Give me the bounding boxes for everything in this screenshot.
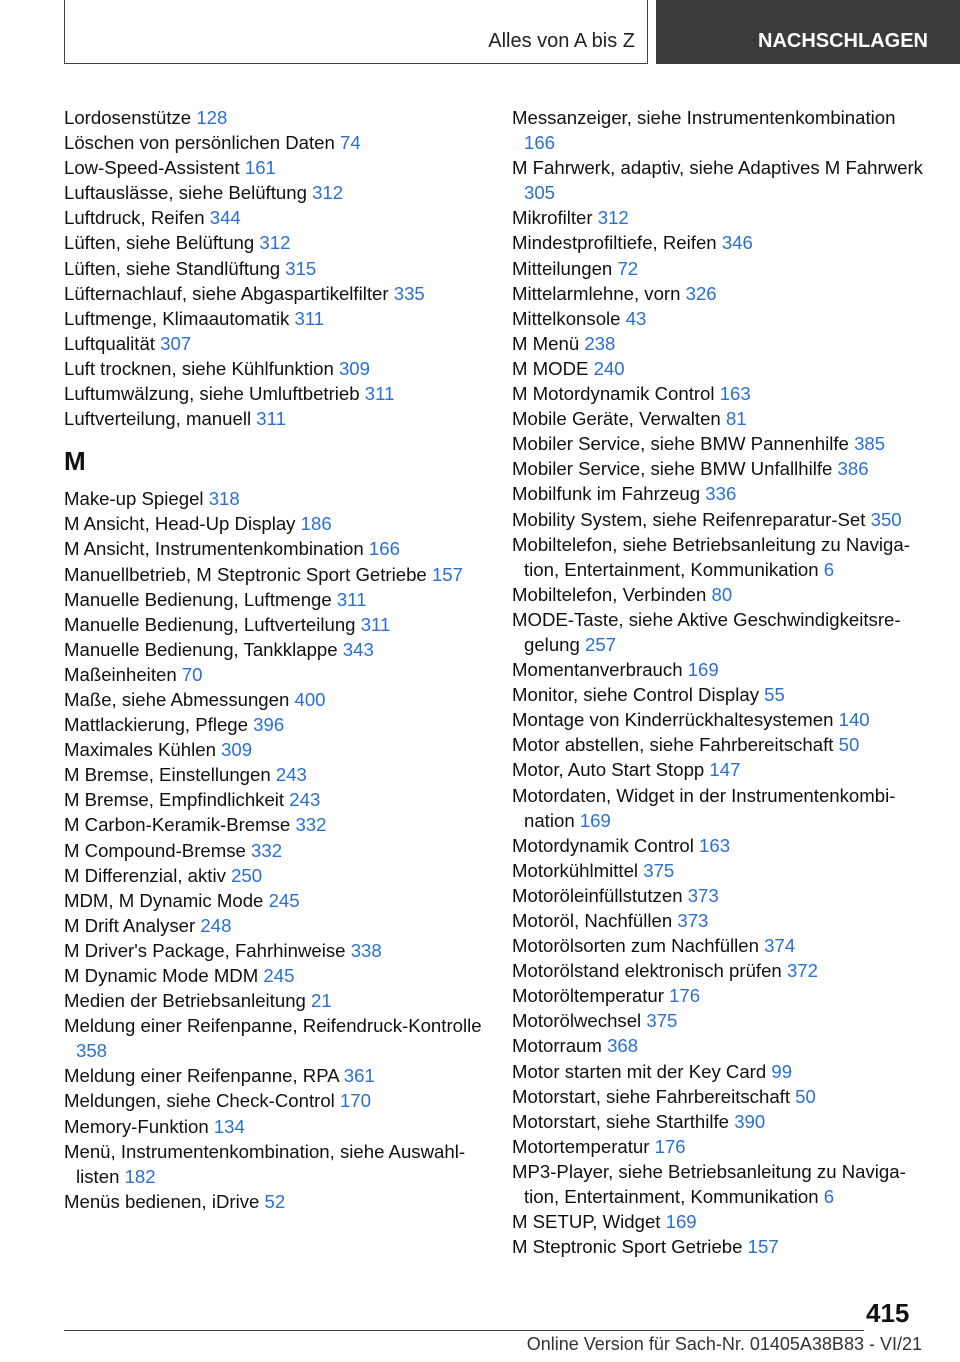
index-entry-term: Mobility System, siehe Reifenreparatur-Set [512,508,866,530]
index-entry [64,888,482,913]
index-entry-term: Motorölsorten zum Nachfüllen [512,935,759,957]
index-entry-term: Motorkühlmittel [512,859,639,881]
index-entry-term: M Dynamic Mode MDM [64,965,259,986]
index-entry [64,331,482,356]
index-entry-term: Meldungen, siehe Check-Control [64,1090,335,1112]
index-entry-term: Motorstart, siehe Fahrbereitschaft [512,1085,790,1107]
index-entry-page-link[interactable]: 72 [617,257,639,279]
index-entry-page-link[interactable]: 250 [231,864,263,886]
index-entry-page-link[interactable]: 368 [607,1035,639,1057]
index-entry-term: Mattlackierung, Pflege [64,714,248,736]
index-entry [64,913,482,938]
index-entry-term: Memory-Funktion [64,1115,209,1137]
index-entry-page-link[interactable]: 336 [705,483,737,505]
index-entry-term: M SETUP, Widget [512,1211,661,1233]
index-entry-page-link[interactable]: 243 [289,789,321,811]
index-entry [64,838,482,863]
index-entry-term: Motordaten, Widget in der Instrumentenkombination [512,784,896,831]
index-entry [512,908,930,933]
index-entry-page-link[interactable]: 311 [256,408,286,430]
index-entry-term: Löschen von persönlichen Daten [64,132,335,154]
index-entry-term: Mobile Geräte, Verwalten [512,408,721,430]
index-entry-page-link[interactable]: 332 [295,814,327,836]
index-entry [512,933,930,958]
index-entry [512,1084,930,1109]
index-entry-page-link[interactable]: 166 [368,538,400,560]
index-entry-term: Motorstart, siehe Starthilfe [512,1110,730,1132]
index-entry-page-link[interactable]: 43 [625,307,647,329]
index-entry-term: Motordynamik Control [512,834,694,856]
index-entry-page-link[interactable]: 134 [213,1115,245,1137]
index-entry-page-link[interactable]: 245 [263,965,295,986]
index-entry-page-link[interactable]: 74 [340,132,361,154]
index-entry-term: M Ansicht, Head-Up Display [64,513,296,535]
index-entry-page-link[interactable]: 361 [343,1065,375,1087]
index-entry-term: M Steptronic Sport Getriebe [512,1236,743,1258]
index-entry-page-link[interactable]: 338 [350,939,382,961]
index-entry-page-link[interactable]: 161 [244,157,276,179]
index-entry-page-link[interactable]: 176 [654,1135,686,1157]
index-entry-page-link[interactable]: 157 [747,1236,779,1258]
index-entry-page-link[interactable]: 140 [838,709,870,731]
index-entry [512,1234,930,1259]
index-entry-term: Motor abstellen, siehe Fahrbereitschaft [512,734,834,756]
index-entry-term: Motoröleinfüllstutzen [512,884,683,906]
index-entry [512,783,930,833]
index-entry-term: Montage von Kinderrückhaltesystemen [512,709,834,731]
index-entry-page-link[interactable]: 157 [431,563,463,585]
index-entry-term: Motor starten mit der Key Card [512,1060,767,1082]
index-entry [512,858,930,883]
index-entry [64,562,482,587]
index-entry-term: Meldung einer Reifenpanne, Reifendruck-Kontrolle [64,1015,482,1037]
index-entry [512,707,930,732]
index-entry [512,1059,930,1084]
index-entry-page-link[interactable]: 6 [823,1186,835,1208]
index-entry-term: M Drift Analyser [64,914,196,936]
index-entry [64,662,482,687]
index-entry [512,983,930,1008]
index-entry [64,1114,482,1139]
index-entry [64,1189,482,1214]
index-entry [512,1159,930,1209]
index-entry-page-link[interactable]: 344 [209,207,241,229]
index-entry-page-link[interactable]: 70 [181,663,203,685]
index-entry-page-link[interactable]: 80 [711,583,733,605]
index-entry-page-link[interactable]: 311 [360,613,391,635]
index-entry [64,637,482,662]
index-entry-term: Mobiler Service, siehe BMW Pannenhilfe [512,433,849,455]
header-section-box [64,0,648,64]
index-entry-term: Lüfternachlauf, siehe Abgaspartikelfilter [64,282,389,304]
header-chapter-tab[interactable]: NACHSCHLAGEN [656,0,960,64]
index-entry [512,105,930,155]
index-entry-term: Manuelle Bedienung, Luftmenge [64,588,332,610]
index-entry [64,1088,482,1113]
index-entry-term: Messanzeiger, siehe Instrumentenkombination [512,107,896,128]
index-entry-term: Mindestprofiltiefe, Reifen [512,232,717,254]
index-entry-term: M Compound-Bremse [64,839,246,861]
index-entry-page-link[interactable]: 375 [646,1010,678,1032]
index-entry-page-link[interactable]: 238 [584,332,616,354]
index-entry-page-link[interactable]: 373 [677,910,709,931]
index-entry-page-link[interactable]: 170 [339,1090,371,1112]
index-entry-term: Low-Speed-Assistent [64,157,240,179]
index-entry [512,381,930,406]
index-entry-page-link[interactable]: 311 [336,588,367,610]
index-entry-term: Mobiler Service, siehe BMW Unfallhilfe [512,458,833,480]
index-entry-page-link[interactable]: 81 [725,408,747,430]
index-entry-term: Motor, Auto Start Stopp [512,759,705,781]
index-entry-page-link[interactable]: 257 [585,633,617,655]
index-entry-page-link[interactable]: 243 [275,764,307,786]
index-entry-term: Menüs bedienen, iDrive [64,1190,260,1212]
index-entry-term: Mitteilungen [512,257,613,279]
index-entry [512,958,930,983]
index-entry-term: M Bremse, Empfindlichkeit [64,789,285,811]
index-entry-term: Motoröltemperatur [512,985,664,1007]
index-entry-term: M Bremse, Einstellungen [64,764,271,786]
index-entry-page-link[interactable]: 163 [719,383,751,405]
index-entry-page-link[interactable]: 52 [264,1190,286,1212]
index-entry [512,356,930,381]
footer-version: Online Version für Sach-Nr. 01405A38B83 - VI/21 [526,1334,922,1354]
index-column-left [64,105,482,1214]
index-entry-term: Lordosenstütze [64,107,192,128]
index-entry-page-link[interactable]: 312 [259,232,291,254]
index-entry-page-link[interactable]: 128 [196,107,228,128]
index-entry-term: Lüften, siehe Belüftung [64,232,255,254]
index-entry [64,180,482,205]
index-entry-term: Make-up Spiegel [64,488,204,510]
index-entry [64,712,482,737]
index-entry-page-link[interactable]: 166 [524,132,556,154]
index-entry [512,205,930,230]
index-entry-term: Mikrofilter [512,207,593,229]
index-entry [512,833,930,858]
index-entry [512,1033,930,1058]
index-entry-term: Luftmenge, Klimaautomatik [64,307,290,329]
index-entry-page-link[interactable]: 335 [393,282,425,304]
index-entry [64,963,482,988]
index-entry [64,230,482,255]
index-entry-term: Luft trocknen, siehe Kühlfunktion [64,357,334,379]
index-entry-term: M Fahrwerk, adaptiv, siehe Adaptives M Fahrwerk [512,157,923,179]
index-entry-page-link[interactable]: 385 [854,433,886,455]
index-entry [64,205,482,230]
index-entry [512,431,930,456]
index-entry [64,787,482,812]
index-entry-term: Motoröl, Nachfüllen [512,910,673,931]
index-entry-term: Maße, siehe Abmessungen [64,688,290,710]
index-entry [512,456,930,481]
index-entry-term: Motorölwechsel [512,1010,642,1032]
index-entry [512,155,930,205]
index-entry [64,863,482,888]
index-entry [64,938,482,963]
index-entry-page-link[interactable]: 186 [300,513,332,535]
index-entry [512,532,930,582]
index-entry-page-link[interactable]: 99 [771,1060,793,1082]
index-entry [64,536,482,561]
index-entry [512,406,930,431]
index-entry [64,281,482,306]
index-entry [512,230,930,255]
index-entry [512,1008,930,1033]
index-entry-page-link[interactable]: 169 [665,1211,697,1233]
index-entry-page-link[interactable]: 312 [597,207,629,229]
index-entry [64,1013,482,1063]
index-entry-term: Mittelarmlehne, vorn [512,282,681,304]
index-entry-page-link[interactable]: 50 [838,734,860,756]
index-entry [64,1063,482,1088]
index-entry-page-link[interactable]: 176 [669,985,701,1007]
index-entry-term: M Differenzial, aktiv [64,864,226,886]
index-entry [64,256,482,281]
index-entry [64,356,482,381]
index-entry-page-link[interactable]: 6 [823,558,835,580]
index-entry [512,507,930,532]
index-entry-page-link[interactable]: 147 [709,759,741,781]
index-entry-term: M Driver's Package, Fahrhinweise [64,939,346,961]
index-entry-page-link[interactable]: 372 [786,960,818,982]
index-entry [64,381,482,406]
index-entry-page-link[interactable]: 375 [643,859,675,881]
index-entry-page-link[interactable]: 373 [687,884,719,906]
index-entry-term: Mittelkonsole [512,307,621,329]
index-entry-page-link[interactable]: 182 [124,1165,156,1187]
index-entry [512,607,930,657]
index-entry-term: M MODE [512,357,589,379]
index-entry-term: Luftauslässe, siehe Belüftung [64,182,307,204]
index-entry [64,130,482,155]
index-entry-page-link[interactable]: 390 [734,1110,766,1132]
index-entry-page-link[interactable]: 163 [699,834,731,856]
index-entry [512,757,930,782]
index-entry-page-link[interactable]: 386 [837,458,869,480]
index-entry-term: Mobilfunk im Fahrzeug [512,483,701,505]
index-entry-term: Momentanverbrauch [512,659,683,681]
index-entry-page-link[interactable]: 315 [285,257,317,279]
index-entry-page-link[interactable]: 311 [364,383,395,405]
index-entry [512,481,930,506]
index-entry-page-link[interactable]: 343 [342,638,374,660]
index-entry [64,486,482,511]
index-entry-page-link[interactable]: 346 [721,232,753,254]
index-entry-page-link[interactable]: 326 [685,282,717,304]
index-entry-page-link[interactable]: 55 [764,684,785,706]
footer-divider [64,1330,864,1331]
index-entry-term: Motorraum [512,1035,602,1057]
index-entry-term: Lüften, siehe Standlüftung [64,257,281,279]
index-entry-term: MODE-Taste, siehe Aktive Geschwindigkeitsregelung [512,608,901,655]
index-entry [512,306,930,331]
header-section-title: Alles von A bis Z [488,30,635,52]
index-entry [64,105,482,130]
index-entry-page-link[interactable]: 169 [579,809,611,831]
index-entry [64,812,482,837]
index-entry-page-link[interactable]: 318 [208,488,240,510]
index-entry-page-link[interactable]: 245 [268,889,300,911]
index-entry [64,762,482,787]
index-letter-heading: M [64,446,86,477]
index-entry-page-link[interactable]: 332 [251,839,283,861]
index-entry [512,256,930,281]
index-entry [512,281,930,306]
index-entry [512,732,930,757]
index-entry [512,582,930,607]
index-entry-term: M Motordynamik Control [512,383,715,405]
index-entry-term: Meldung einer Reifenpanne, RPA [64,1065,339,1087]
index-entry-term: Medien der Betriebsanleitung [64,990,306,1012]
index-entry-term: Motortemperatur [512,1135,650,1157]
index-entry-term: Mobiltelefon, Verbinden [512,583,707,605]
index-entry-page-link[interactable]: 312 [312,182,344,204]
index-entry-page-link[interactable]: 169 [687,659,719,681]
index-entry-page-link[interactable]: 307 [160,332,192,354]
index-entry [64,737,482,762]
index-entry-term: M Carbon-Keramik-Bremse [64,814,291,836]
index-entry-page-link[interactable]: 240 [593,357,625,379]
index-entry-page-link[interactable]: 358 [76,1040,108,1062]
index-entry [512,682,930,707]
index-entry [64,587,482,612]
index-entry-term: Manuellbetrieb, M Steptronic Sport Getriebe [64,563,427,585]
index-entry [512,1209,930,1234]
index-entry [64,1139,482,1189]
index-entry-term: Manuelle Bedienung, Luftverteilung [64,613,356,635]
index-entry-page-link[interactable]: 248 [200,914,232,936]
index-entry [64,155,482,180]
index-entry-term: Mobiltelefon, siehe Betriebsanleitung zu Navigation, Entertainment, Kommunikation [512,533,910,580]
index-entry-term: Menü, Instrumentenkombination, siehe Auswahllisten [64,1140,466,1187]
index-entry [512,1134,930,1159]
index-entry-page-link[interactable]: 374 [764,935,796,957]
index-entry-term: Luftdruck, Reifen [64,207,205,229]
index-entry-term: Monitor, siehe Control Display [512,684,759,706]
index-entry-page-link[interactable]: 350 [870,508,902,530]
index-entry [512,883,930,908]
index-entry-term: MP3-Player, siehe Betriebsanleitung zu Navigation, Entertainment, Kommunikation [512,1160,906,1208]
index-entry-term: Luftverteilung, manuell [64,408,252,430]
index-entry-page-link[interactable]: 21 [311,990,332,1012]
index-entry-page-link[interactable]: 396 [253,714,285,736]
index-entry [64,406,482,431]
index-entry-term: Motorölstand elektronisch prüfen [512,960,782,982]
page-number: 415 [866,1298,910,1328]
index-entry [64,612,482,637]
index-entry [64,306,482,331]
index-entry [64,988,482,1013]
index-entry-term: Manuelle Bedienung, Tankklappe [64,638,338,660]
index-entry-term: MDM, M Dynamic Mode [64,889,264,911]
index-entry-page-link[interactable]: 400 [294,688,326,710]
index-entry-page-link[interactable]: 305 [524,182,556,204]
index-entry-page-link[interactable]: 309 [221,739,253,761]
index-entry [64,687,482,712]
index-entry-term: Maßeinheiten [64,663,177,685]
index-entry-page-link[interactable]: 311 [294,307,325,329]
index-entry-term: Luftqualität [64,332,155,354]
index-entry-page-link[interactable]: 309 [338,357,370,379]
index-entry-term: M Menü [512,332,580,354]
index-entry [512,657,930,682]
index-column-right [512,105,930,1259]
index-entry [512,331,930,356]
index-entry-term: Maximales Kühlen [64,739,216,761]
index-entry [512,1109,930,1134]
index-entry-term: M Ansicht, Instrumentenkombination [64,538,364,560]
index-entry [64,511,482,536]
index-entry-term: Luftumwälzung, siehe Umluftbetrieb [64,383,360,405]
index-entry-page-link[interactable]: 50 [795,1085,816,1107]
